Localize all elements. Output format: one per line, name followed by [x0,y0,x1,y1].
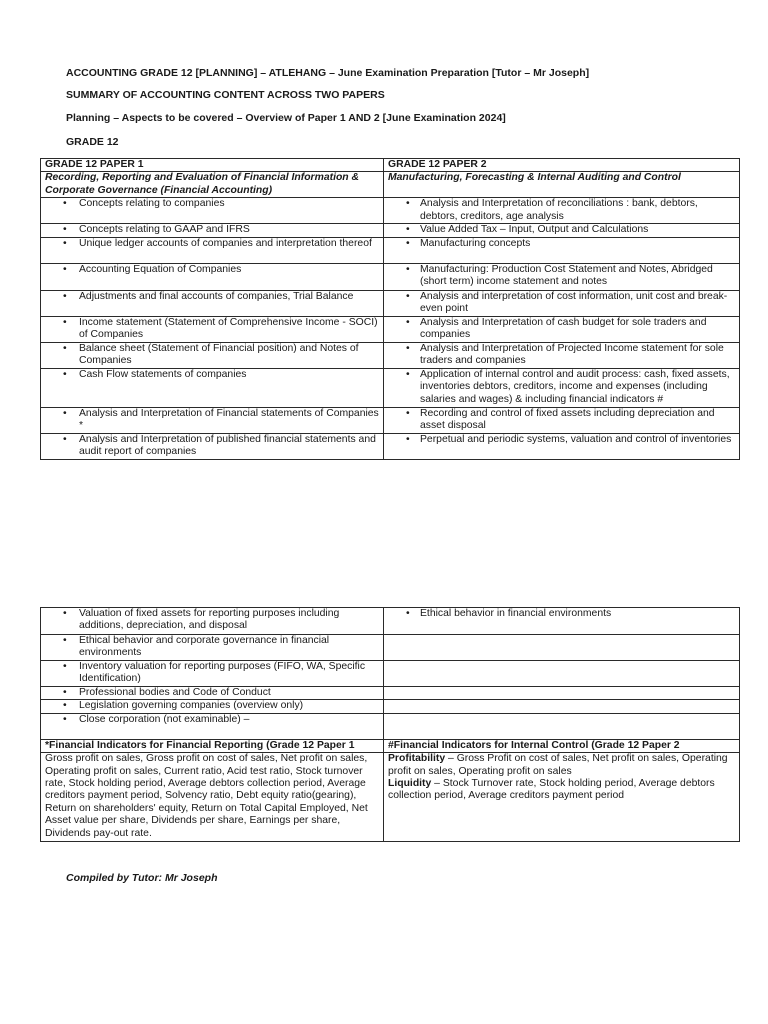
profitability-indicators [388,753,736,778]
list-item: • Recording and control of fixed assets including depreciation and asset disposal [388,408,736,433]
list-item: • Analysis and Interpretation of Financial statements of Companies * [45,408,380,433]
liquidity-text: – Stock Turnover rate, Stock holding period, Average debtors collection period, Average creditors payment period [388,778,715,802]
list-item: • Ethical behavior and corporate governance in financial environments [45,635,380,660]
list-item: • Valuation of fixed assets for reporting purposes including additions, depreciation, and disposal [45,608,380,633]
liquidity-label: Liquidity [388,778,432,790]
list-item: • Professional bodies and Code of Conduct [45,687,380,699]
list-item: • Analysis and Interpretation of reconciliations : bank, debtors, debtors, creditors, age analysis [388,198,736,223]
profitability-label: Profitability [388,753,446,765]
list-item: • Income statement (Statement of Comprehensive Income - SOCI) of Companies [45,317,380,342]
liquidity-indicators [388,778,736,803]
list-item: • Perpetual and periodic systems, valuation and control of inventories [388,434,736,446]
list-item: • Cash Flow statements of companies [45,369,380,381]
list-item: • Accounting Equation of Companies [45,264,380,276]
list-item: • Analysis and Interpretation of published financial statements and audit report of companies [45,434,380,459]
list-item: • Manufacturing concepts [388,238,736,250]
paper1-indicators-text: Gross profit on sales, Gross profit on cost of sales, Net profit on sales, Operating profit on sales, Current ratio, Acid test ratio, Stock turnover rate, Stock holding period, Average debtors collection period, Average creditors payment period, Solvency ratio, Debt equity ratio(gearing), Return on shareholders' equity, Return on Total Capital Employed, Net Asset value per share, Dividends per share, Earnings per share, Dividends pay-out rate. [41,753,384,842]
paper1-indicators-heading: *Financial Indicators for Financial Reporting (Grade 12 Paper 1 [41,739,384,752]
list-item: • Balance sheet (Statement of Financial position) and Notes of Companies [45,343,380,368]
paper1-heading: GRADE 12 PAPER 1 [41,159,384,172]
list-item: • Concepts relating to companies [45,198,380,210]
profitability-text: – Gross Profit on cost of sales, Net profit on sales, Operating profit on sales, Operating profit on sales [388,753,728,777]
list-item: • Ethical behavior in financial environments [388,608,736,620]
list-item: • Unique ledger accounts of companies and interpretation thereof [45,238,380,250]
document-title: ACCOUNTING GRADE 12 [PLANNING] – ATLEHANG – June Examination Preparation [Tutor – Mr Joseph] [66,67,590,79]
list-item: • Inventory valuation for reporting purposes (FIFO, WA, Specific Identification) [45,661,380,686]
list-item: • Analysis and Interpretation of cash budget for sole traders and companies [388,317,736,342]
empty-cell [384,687,740,700]
empty-cell [384,713,740,739]
paper2-subheading: Manufacturing, Forecasting & Internal Auditing and Control [384,172,740,198]
empty-cell [384,700,740,713]
list-item: • Manufacturing: Production Cost Statement and Notes, Abridged (short term) income statement and notes [388,264,736,289]
empty-cell [384,661,740,687]
paper2-indicators-text [384,753,740,842]
list-item: • Close corporation (not examinable) – [45,714,380,726]
planning-line: Planning – Aspects to be covered – Overview of Paper 1 AND 2 [June Examination 2024] [66,112,506,124]
list-item: • Concepts relating to GAAP and IFRS [45,224,380,236]
paper2-indicators-heading: #Financial Indicators for Internal Control (Grade 12 Paper 2 [384,739,740,752]
list-item: • Legislation governing companies (overview only) [45,700,380,712]
list-item: • Value Added Tax – Input, Output and Calculations [388,224,736,236]
paper2-heading: GRADE 12 PAPER 2 [384,159,740,172]
grade-label: GRADE 12 [66,136,119,148]
list-item: • Adjustments and final accounts of companies, Trial Balance [45,291,380,303]
list-item: • Analysis and Interpretation of Projected Income statement for sole traders and companies [388,343,736,368]
paper1-subheading: Recording, Reporting and Evaluation of Financial Information & Corporate Governance (Financial Accounting) [41,172,384,198]
empty-cell [384,635,740,661]
list-item: • Application of internal control and audit process: cash, fixed assets, inventories debtors, creditors, income and expenses (including salaries and wages) & including financial indicators # [388,369,736,406]
compiled-by-note: Compiled by Tutor: Mr Joseph [66,872,218,884]
list-item: • Analysis and interpretation of cost information, unit cost and break-even point [388,291,736,316]
overview-table [40,158,740,460]
continuation-table [40,607,740,842]
document-subtitle: SUMMARY OF ACCOUNTING CONTENT ACROSS TWO PAPERS [66,89,385,101]
